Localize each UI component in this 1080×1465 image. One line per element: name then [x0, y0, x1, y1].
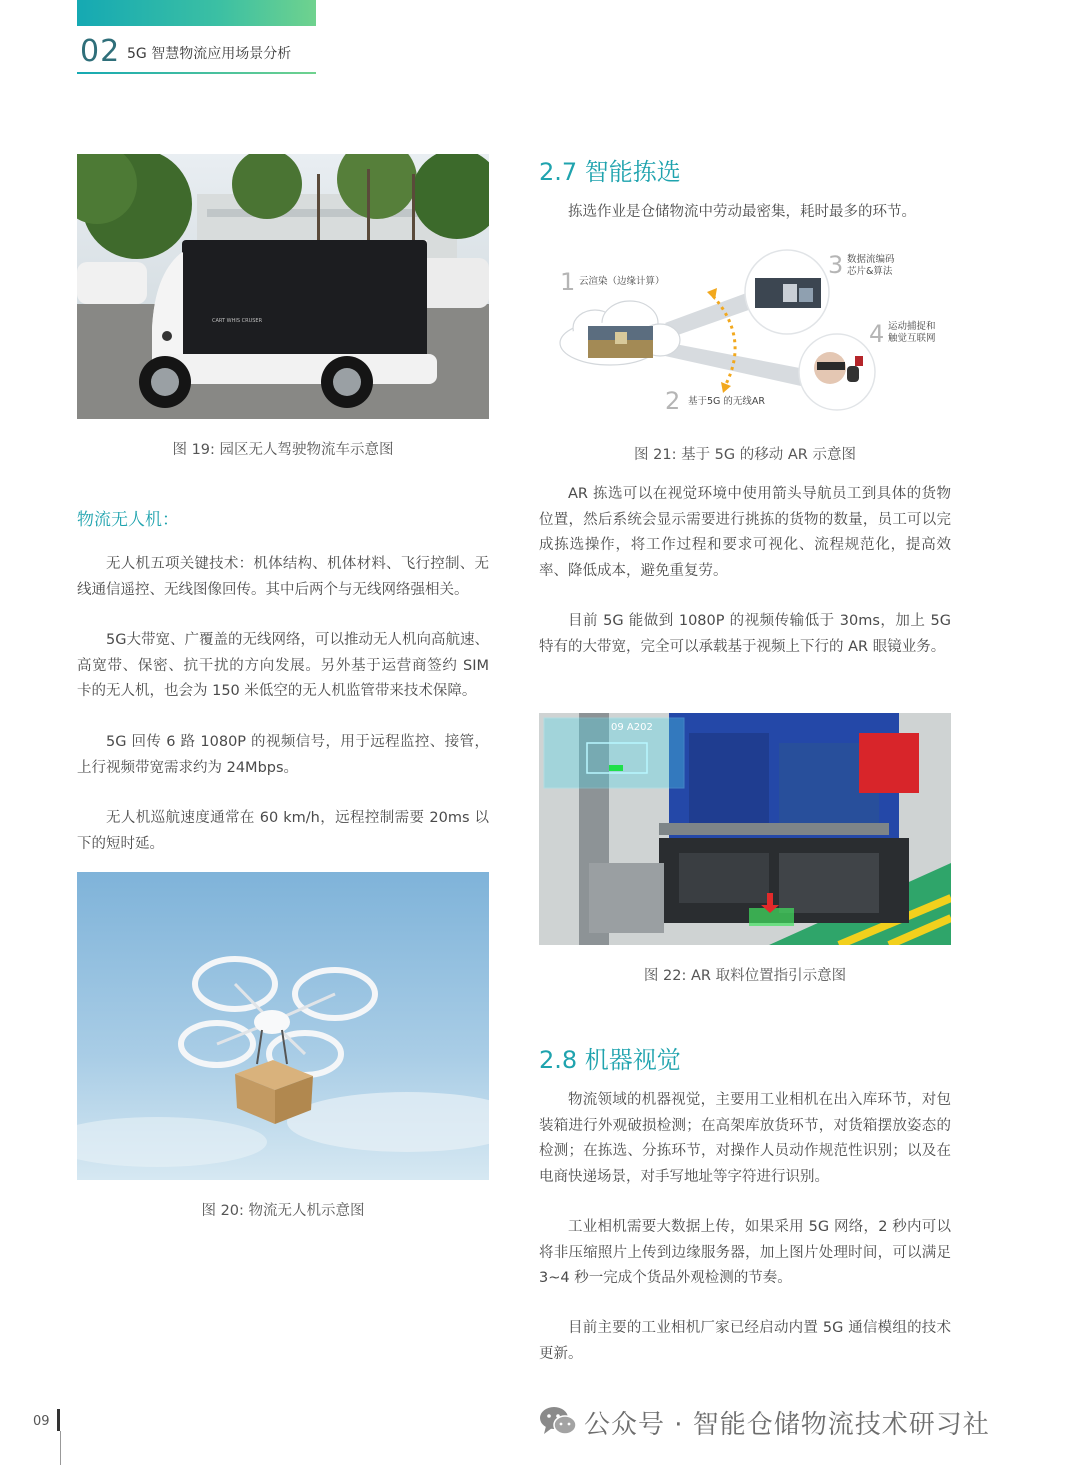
- diagram-step-4-label-line-1: 运动捕捉和: [888, 321, 936, 332]
- section-2-8-paragraph-2: 工业相机需要大数据上传，如果采用 5G 网络，2 秒内可以将非压缩照片上传到边缘服务器，加上图片处理时间，可以满足 3~4 秒一完成个货品外观检测的节奏。: [539, 1219, 951, 1286]
- diagram-step-4-label-line-2: 触觉互联网: [888, 333, 936, 344]
- wechat-icon: [538, 1404, 578, 1438]
- figure-22-caption: 图 22: AR 取料位置指引示意图: [643, 968, 847, 984]
- diagram-step-3-number: 3: [828, 251, 844, 279]
- drone-paragraph-4: 无人机巡航速度通常在 60 km/h，远程控制需要 20ms 以下的短时延。: [77, 810, 489, 852]
- drone-paragraph-3: 5G 回传 6 路 1080P 的视频信号，用于远程监控、接管，上行视频带宽需求约为 24Mbps。: [77, 734, 489, 776]
- drone-paragraph-1: 无人机五项关键技术：机体结构、机体材料、飞行控制、无线通信遥控、无线图像回传。其中后两个与无线网络强相关。: [77, 556, 489, 598]
- diagram-step-2-number: 2: [665, 387, 681, 415]
- header-underline: [77, 72, 316, 74]
- section-2-7-title: 2.7 智能拣选: [539, 158, 681, 186]
- section-2-7-intro: 拣选作业是仓储物流中劳动最密集，耗时最多的环节。: [568, 204, 916, 220]
- figure-22-ar-picking-photo: [539, 713, 951, 945]
- footer-divider-line: [60, 1431, 61, 1465]
- diagram-step-1-number: 1: [560, 268, 576, 296]
- diagram-step-1-label: 云渲染（边缘计算）: [579, 276, 665, 287]
- page-number-bar: [57, 1409, 60, 1431]
- figure-19-caption: 图 19: 园区无人驾驶物流车示意图: [172, 442, 394, 458]
- section-2-8-paragraph-3: 目前主要的工业相机厂家已经启动内置 5G 通信模组的技术更新。: [539, 1320, 951, 1362]
- figure-21-ar-diagram: [555, 248, 945, 423]
- figure-20-drone-photo: [77, 872, 489, 1180]
- drone-heading: 物流无人机：: [77, 510, 179, 530]
- diagram-step-3-label-line-2: 芯片&算法: [847, 266, 893, 277]
- chapter-title: 5G 智慧物流应用场景分析: [127, 46, 292, 62]
- section-2-7-paragraph-2: 目前 5G 能做到 1080P 的视频传输低于 30ms，加上 5G 特有的大带宽，完全可以承载基于视频上下行的 AR 眼镜业务。: [539, 613, 951, 655]
- page-number: 09: [33, 1414, 50, 1429]
- figure-19-vehicle-photo: [77, 154, 489, 419]
- header-color-bar: [77, 0, 316, 26]
- watermark-text: 公众号 · 智能仓储物流技术研习社: [584, 1410, 990, 1440]
- section-2-8-title: 2.8 机器视觉: [539, 1046, 681, 1074]
- section-2-7-paragraph-1: AR 拣选可以在视觉环境中使用箭头导航员工到具体的货物位置，然后系统会显示需要进行挑拣的货物的数量，员工可以完成拣选操作，将工作过程和要求可视化、流程规范化，提高效率、降低成本，避免重复劳。: [539, 486, 951, 579]
- diagram-step-3-label-line-1: 数据流编码: [847, 254, 895, 265]
- diagram-step-4-number: 4: [869, 320, 885, 348]
- chapter-number: 02: [80, 34, 121, 69]
- figure-21-caption: 图 21: 基于 5G 的移动 AR 示意图: [634, 447, 856, 463]
- drone-paragraph-2: 5G大带宽、广覆盖的无线网络，可以推动无人机向高航速、高宽带、保密、抗干扰的方向发展。另外基于运营商签约 SIM 卡的无人机，也会为 150 米低空的无人机监管带来技术保障。: [77, 632, 489, 699]
- vehicle-body-text: CART WHIS CRUSER: [212, 318, 263, 324]
- section-2-8-paragraph-1: 物流领域的机器视觉，主要用工业相机在出入库环节，对包装箱进行外观破损检测；在高架库放货环节，对货箱摆放姿态的检测；在拣选、分拣环节，对操作人员动作规范性识别；以及在电商快递场景，对手写地址等字符进行识别。: [539, 1092, 951, 1185]
- figure-20-caption: 图 20: 物流无人机示意图: [201, 1203, 365, 1219]
- ar-overlay-label: 09 A202: [611, 722, 653, 733]
- diagram-step-2-label: 基于5G 的无线AR: [688, 396, 766, 407]
